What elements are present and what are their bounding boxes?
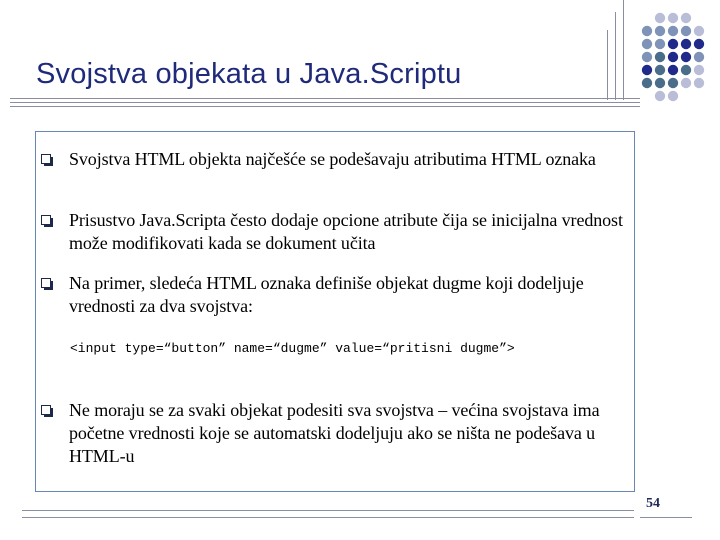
- title-underline: [10, 98, 640, 99]
- footer-rule: [22, 510, 634, 511]
- decorative-dot: [694, 78, 704, 88]
- decorative-dot: [642, 39, 652, 49]
- decorative-dot: [642, 78, 652, 88]
- decorative-dot: [668, 26, 678, 36]
- decorative-dot: [655, 78, 665, 88]
- footer-rule: [640, 517, 692, 518]
- bullet-item: [41, 272, 624, 318]
- decorative-dot: [694, 65, 704, 75]
- bullet-item: [41, 399, 624, 468]
- decorative-dot: [668, 65, 678, 75]
- bullet-text: Prisustvo Java.Scripta često dodaje opcione atribute čija se inicijalna vrednost može modifikovati kada se dokument učita: [69, 210, 623, 253]
- decorative-dot: [668, 52, 678, 62]
- decorative-dot: [681, 78, 691, 88]
- decorative-dot: [681, 39, 691, 49]
- decorative-dot: [642, 65, 652, 75]
- decorative-dot: [668, 39, 678, 49]
- decorative-dot: [655, 65, 665, 75]
- decorative-dot: [655, 91, 665, 101]
- decorative-dot: [681, 26, 691, 36]
- decorative-dot: [655, 39, 665, 49]
- bullet-text: Svojstva HTML objekta najčešće se podešavaju atributima HTML oznaka: [69, 149, 596, 169]
- checkbox-bullet-icon: [41, 215, 51, 225]
- title-underline: [10, 106, 640, 107]
- slide-title: Svojstva objekata u Java.Scriptu: [36, 58, 462, 90]
- decorative-dot: [655, 52, 665, 62]
- checkbox-bullet-icon: [41, 278, 51, 288]
- checkbox-bullet-icon: [41, 405, 51, 415]
- title-underline: [10, 102, 640, 103]
- vertical-rule: [623, 0, 624, 100]
- bullet-item: [41, 209, 624, 255]
- decorative-dot: [681, 52, 691, 62]
- decorative-dot: [655, 26, 665, 36]
- decorative-dot: [694, 39, 704, 49]
- decorative-dot: [681, 13, 691, 23]
- bullet-item: [41, 148, 624, 171]
- bullet-text: Na primer, sledeća HTML oznaka definiše objekat dugme koji dodeljuje vrednosti za dva svojstva:: [69, 273, 584, 316]
- decorative-dot: [642, 26, 652, 36]
- decorative-dot: [694, 52, 704, 62]
- code-example: <input type=“button” name=“dugme” value=“pritisni dugme”>: [70, 341, 515, 356]
- decorative-dot: [694, 26, 704, 36]
- decorative-dot: [681, 65, 691, 75]
- decorative-dot: [668, 13, 678, 23]
- vertical-rule: [607, 30, 608, 100]
- decorative-dot: [642, 52, 652, 62]
- decorative-dot: [668, 78, 678, 88]
- footer-rule: [22, 517, 634, 518]
- bullet-text: Ne moraju se za svaki objekat podesiti sva svojstva – većina svojstava ima početne vrednosti koje se automatski dodeljuju ako se ništa ne podešava u HTML-u: [69, 400, 600, 466]
- page-number: 54: [646, 496, 660, 511]
- vertical-rule: [615, 12, 616, 100]
- decorative-dot: [655, 13, 665, 23]
- checkbox-bullet-icon: [41, 154, 51, 164]
- decorative-dot: [668, 91, 678, 101]
